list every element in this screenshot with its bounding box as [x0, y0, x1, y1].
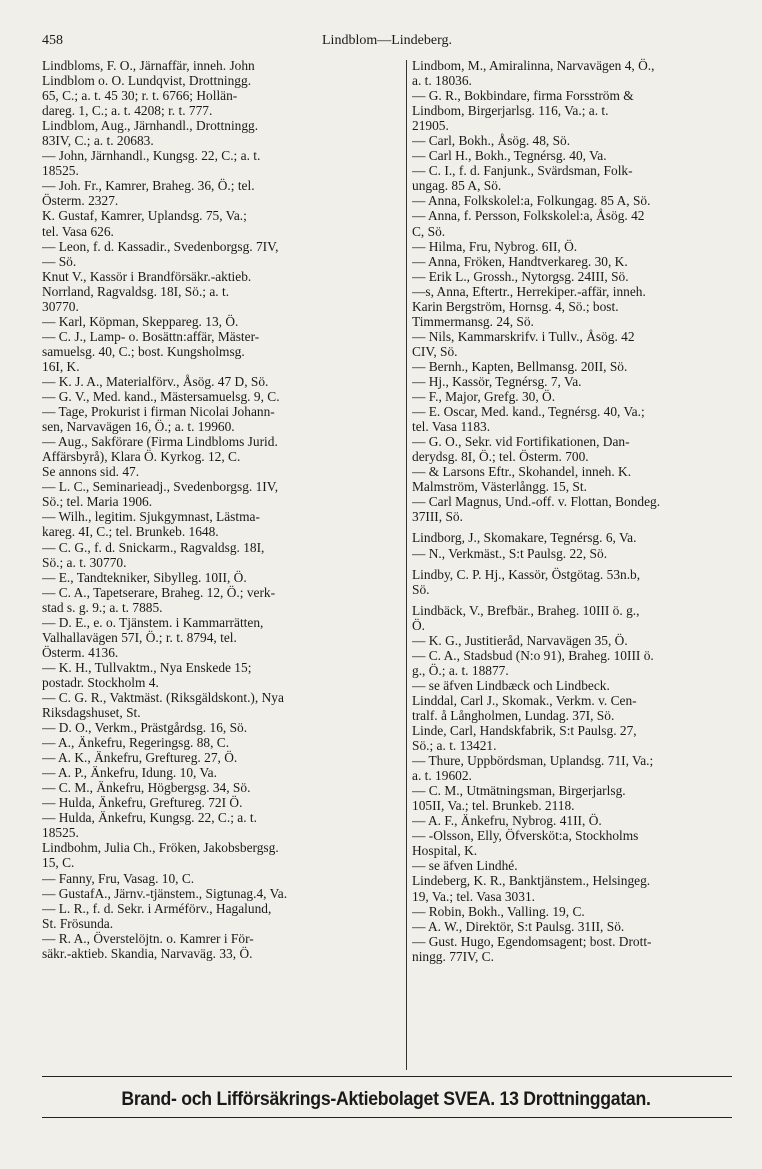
- directory-line: tel. Vasa 626.: [42, 223, 114, 239]
- directory-line: — Gust. Hugo, Egendomsagent; bost. Drott-: [412, 933, 652, 949]
- directory-line: — G. R., Bokbindare, firma Forsström &: [412, 88, 634, 104]
- directory-line: Malmström, Västerlångg. 15, St.: [412, 479, 587, 495]
- directory-line: — Carl H., Bokh., Tegnérsg. 40, Va.: [412, 148, 607, 164]
- directory-line: — Anna, f. Persson, Folkskolel:a, Åsög. 42: [412, 208, 645, 224]
- directory-line: K. Gustaf, Kamrer, Uplandsg. 75, Va.;: [42, 208, 247, 224]
- directory-line: — & Larsons Eftr., Skohandel, inneh. K.: [412, 464, 632, 480]
- directory-line: — C. M., Utmätningsman, Birgerjarlsg.: [412, 783, 626, 799]
- directory-line: Lindblom, Aug., Järnhandl., Drottningg.: [42, 118, 259, 134]
- directory-line: ningg. 77IV, C.: [412, 948, 494, 964]
- directory-line: — R. A., Överstelöjtn. o. Kamrer i För-: [42, 930, 254, 946]
- directory-line: — Aug., Sakförare (Firma Lindbloms Jurid.: [42, 434, 278, 450]
- directory-line: — GustafA., Järnv.-tjänstem., Sigtunag.4, Va.: [42, 885, 288, 901]
- directory-line: — D. O., Verkm., Prästgårdsg. 16, Sö.: [42, 720, 248, 736]
- directory-line: — Joh. Fr., Kamrer, Braheg. 36, Ö.; tel.: [42, 178, 255, 194]
- directory-line: Sö.; a. t. 30770.: [42, 554, 127, 570]
- directory-line: — Fanny, Fru, Vasag. 10, C.: [42, 870, 195, 886]
- directory-line: — Anna, Folkskolel:a, Folkungag. 85 A, Sö.: [412, 193, 651, 209]
- directory-line: — C. M., Änkefru, Högbergsg. 34, Sö.: [42, 780, 251, 796]
- directory-line: Lindborg, J., Skomakare, Tegnérsg. 6, Va.: [412, 530, 637, 546]
- directory-line: CIV, Sö.: [412, 343, 458, 359]
- directory-line: C, Sö.: [412, 223, 446, 239]
- directory-line: 18525.: [42, 163, 79, 179]
- directory-line: 83IV, C.; a. t. 20683.: [42, 133, 154, 149]
- directory-line: Lindbäck, V., Brefbär., Braheg. 10III ö. g.,: [412, 602, 640, 618]
- directory-line: Affärsbyrå), Klara Ö. Kyrkog. 12, C.: [42, 449, 241, 465]
- directory-line: Österm. 4136.: [42, 644, 119, 660]
- directory-line: — Leon, f. d. Kassadir., Svedenborgsg. 7IV,: [42, 238, 279, 254]
- directory-line: Sö.; tel. Maria 1906.: [42, 494, 153, 510]
- directory-line: — G. V., Med. kand., Mästersamuelsg. 9, C.: [42, 389, 280, 405]
- directory-line: Timmermansg. 24, Sö.: [412, 313, 534, 329]
- directory-line: — G. O., Sekr. vid Fortifikationen, Dan-: [412, 434, 630, 450]
- directory-line: St. Frösunda.: [42, 915, 114, 931]
- directory-line: Lindbom, Birgerjarlsg. 116, Va.; a. t.: [412, 103, 609, 119]
- advert-rule-bottom: [42, 1117, 732, 1118]
- directory-line: — C. A., Stadsbud (N:o 91), Braheg. 10III ö.: [412, 647, 654, 663]
- directory-line: — F., Major, Grefg. 30, Ö.: [412, 389, 556, 405]
- directory-line: tralf. å Långholmen, Lundag. 37I, Sö.: [412, 707, 615, 723]
- directory-line: Lindby, C. P. Hj., Kassör, Östgötag. 53n.b,: [412, 566, 641, 582]
- directory-line: — C. J., Lamp- o. Bosättn:affär, Mäster-: [42, 328, 260, 344]
- directory-line: a. t. 18036.: [412, 73, 472, 89]
- directory-line: kareg. 4I, C.; tel. Brunkeb. 1648.: [42, 524, 219, 540]
- directory-line: — -Olsson, Elly, Öfversköt:a, Stockholms: [412, 828, 639, 844]
- directory-line: — C. A., Tapetserare, Braheg. 12, Ö.; verk-: [42, 584, 276, 600]
- directory-line: — Anna, Fröken, Handtverkareg. 30, K.: [412, 253, 628, 269]
- directory-line: Linde, Carl, Handskfabrik, S:t Paulsg. 27,: [412, 723, 637, 739]
- directory-line: — Bernh., Kapten, Bellmansg. 20II, Sö.: [412, 358, 628, 374]
- directory-line: — D. E., e. o. Tjänstem. i Kammarrätten,: [42, 614, 264, 630]
- directory-line: 15, C.: [42, 855, 75, 871]
- directory-line: derydsg. 8I, Ö.; tel. Österm. 700.: [412, 449, 589, 465]
- directory-line: — C. G., f. d. Snickarm., Ragvaldsg. 18I,: [42, 539, 265, 555]
- directory-line: — N., Verkmäst., S:t Paulsg. 22, Sö.: [412, 545, 608, 561]
- directory-line: — C. I., f. d. Fanjunk., Svärdsman, Folk-: [412, 163, 633, 179]
- advert-rule-top: [42, 1076, 732, 1077]
- directory-line: 18525.: [42, 825, 79, 841]
- left-column: [42, 58, 404, 961]
- directory-line: — Carl Magnus, Und.-off. v. Flottan, Bondeg.: [412, 494, 661, 510]
- directory-line: g., Ö.; a. t. 18877.: [412, 662, 509, 678]
- directory-line: Norrland, Ragvaldsg. 18I, Sö.; a. t.: [42, 283, 230, 299]
- directory-line: Lindblom o. O. Lundqvist, Drottningg.: [42, 73, 252, 89]
- directory-line: — A. P., Änkefru, Idung. 10, Va.: [42, 765, 217, 781]
- directory-line: — A. W., Direktör, S:t Paulsg. 31II, Sö.: [412, 918, 625, 934]
- directory-line: Sö.; a. t. 13421.: [412, 738, 497, 754]
- directory-line: — Hj., Kassör, Tegnérsg. 7, Va.: [412, 373, 582, 389]
- directory-line: — A., Änkefru, Regeringsg. 88, C.: [42, 735, 230, 751]
- directory-line: — Nils, Kammarskrifv. i Tullv., Åsög. 42: [412, 328, 635, 344]
- directory-line: — A. K., Änkefru, Greftureg. 27, Ö.: [42, 750, 238, 766]
- directory-line: Knut V., Kassör i Brandförsäkr.-aktieb.: [42, 268, 252, 284]
- directory-line: 30770.: [42, 298, 79, 314]
- directory-line: Karin Bergström, Hornsg. 4, Sö.; bost.: [412, 298, 619, 314]
- directory-line: — Hilma, Fru, Nybrog. 6II, Ö.: [412, 238, 578, 254]
- directory-line: Valhallavägen 57I, Ö.; r. t. 8794, tel.: [42, 629, 237, 645]
- directory-line: Lindbloms, F. O., Järnaffär, inneh. John: [42, 58, 255, 73]
- directory-line: — A. F., Änkefru, Nybrog. 41II, Ö.: [412, 813, 602, 829]
- directory-line: — L. C., Seminarieadj., Svedenborgsg. 1IV,: [42, 479, 279, 495]
- running-title: Lindblom—Lindeberg.: [322, 33, 452, 48]
- directory-line: Lindbom, M., Amiralinna, Narvavägen 4, Ö.,: [412, 58, 655, 73]
- directory-line: 105II, Va.; tel. Brunkeb. 2118.: [412, 798, 575, 814]
- directory-line: 37III, Sö.: [412, 509, 463, 525]
- column-rule: [406, 60, 407, 1070]
- directory-line: a. t. 19602.: [412, 768, 472, 784]
- directory-line: — Karl, Köpman, Skeppareg. 13, Ö.: [42, 313, 239, 329]
- directory-line: Riksdagshuset, St.: [42, 705, 141, 721]
- directory-line: Österm. 2327.: [42, 193, 119, 209]
- directory-line: ungag. 85 A, Sö.: [412, 178, 502, 194]
- directory-line: tel. Vasa 1183.: [412, 419, 491, 435]
- directory-line: — Wilh., legitim. Sjukgymnast, Lästma-: [42, 509, 260, 525]
- directory-line: 19, Va.; tel. Vasa 3031.: [412, 888, 535, 904]
- directory-line: — Sö.: [42, 253, 77, 269]
- directory-line: Lindeberg, K. R., Banktjänstem., Helsingeg.: [412, 873, 651, 889]
- directory-line: — K. G., Justitieråd, Narvavägen 35, Ö.: [412, 632, 628, 648]
- directory-line: — se äfven Lindbæck och Lindbeck.: [412, 677, 610, 693]
- directory-line: —s, Anna, Eftertr., Herrekiper.-affär, inneh.: [412, 283, 646, 299]
- directory-line: postadr. Stockholm 4.: [42, 674, 159, 690]
- directory-line: — K. J. A., Materialförv., Åsög. 47 D, Sö.: [42, 373, 269, 389]
- directory-line: — Carl, Bokh., Åsög. 48, Sö.: [412, 133, 571, 149]
- directory-line: 16I, K.: [42, 358, 80, 374]
- directory-line: — C. G. R., Vaktmäst. (Riksgäldskont.), Nya: [42, 689, 284, 705]
- directory-line: — Thure, Uppbördsman, Uplandsg. 71I, Va.;: [412, 753, 654, 769]
- directory-line: 65, C.; a. t. 45 30; r. t. 6766; Hollän-: [42, 88, 238, 104]
- page-number: 458: [42, 33, 63, 48]
- directory-line: — John, Järnhandl., Kungsg. 22, C.; a. t.: [42, 148, 261, 164]
- right-column: [412, 58, 742, 964]
- directory-line: — Erik L., Grossh., Nytorgsg. 24III, Sö.: [412, 268, 629, 284]
- directory-line: — L. R., f. d. Sekr. i Arméförv., Hagalund,: [42, 900, 272, 916]
- directory-line: stad s. g. 9.; a. t. 7885.: [42, 599, 163, 615]
- directory-line: Lindbohm, Julia Ch., Fröken, Jakobsbergsg.: [42, 840, 279, 856]
- directory-line: — Robin, Bokh., Valling. 19, C.: [412, 903, 585, 919]
- directory-line: Se annons sid. 47.: [42, 464, 140, 480]
- running-header: [42, 33, 732, 53]
- directory-line: Linddal, Carl J., Skomak., Verkm. v. Cen-: [412, 692, 637, 708]
- advertisement: Brand- och Lifförsäkrings-Aktiebolaget SVEA. 13 Drottninggatan.: [121, 1089, 651, 1110]
- directory-line: — E. Oscar, Med. kand., Tegnérsg. 40, Va.;: [412, 404, 645, 420]
- directory-line: samuelsg. 40, C.; bost. Kungsholmsg.: [42, 343, 245, 359]
- directory-line: — Hulda, Änkefru, Kungsg. 22, C.; a. t.: [42, 810, 257, 826]
- directory-line: — E., Tandtekniker, Sibylleg. 10II, Ö.: [42, 569, 247, 585]
- directory-line: — Tage, Prokurist i firman Nicolai Johann-: [42, 404, 275, 420]
- directory-line: Sö.: [412, 581, 430, 597]
- directory-line: — K. H., Tullvaktm., Nya Enskede 15;: [42, 659, 252, 675]
- directory-line: säkr.-aktieb. Skandia, Narvaväg. 33, Ö.: [42, 945, 253, 961]
- directory-line: — se äfven Lindhé.: [412, 858, 518, 874]
- directory-line: dareg. 1, C.; a. t. 4208; r. t. 777.: [42, 103, 213, 119]
- directory-line: Ö.: [412, 617, 426, 633]
- directory-line: sen, Narvavägen 16, Ö.; a. t. 19960.: [42, 419, 235, 435]
- directory-line: — Hulda, Änkefru, Greftureg. 72I Ö.: [42, 795, 243, 811]
- directory-line: Hospital, K.: [412, 843, 478, 859]
- directory-line: 21905.: [412, 118, 449, 134]
